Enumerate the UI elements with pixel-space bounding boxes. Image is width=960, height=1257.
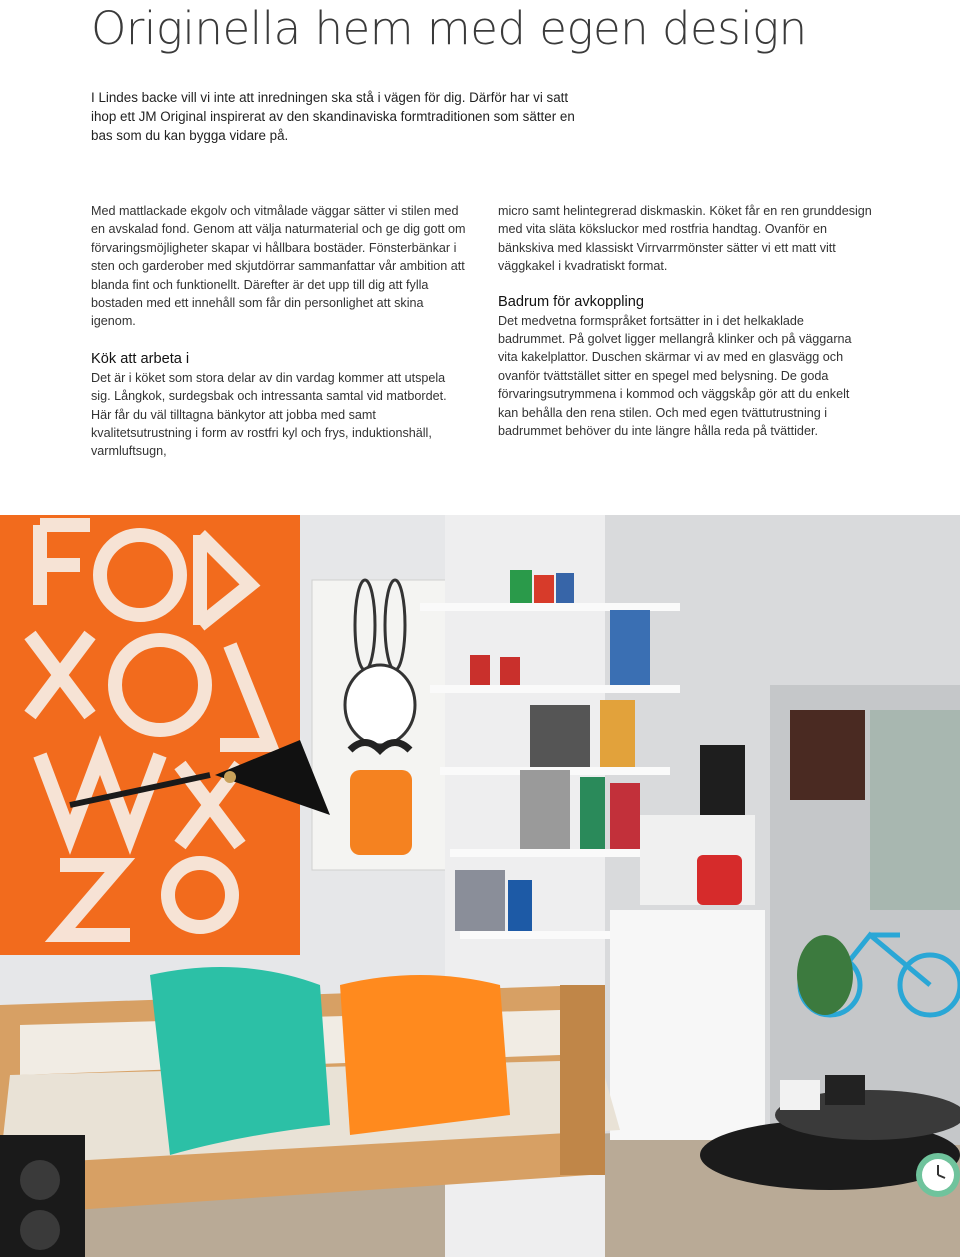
clock-icon [916,1153,960,1197]
right-paragraph: micro samt helintegrerad diskmaskin. Köket får en ren grunddesign med vita släta köksluckor med rostfria handtag. Ovanför en bänkskiva med klassiskt Virrvarrmönster sätter vi ett matt vitt väggkakel i kvadratiskt format. [498,204,872,274]
left-column [91,202,466,461]
rabbit-artwork [312,580,447,870]
camera-icon [0,1135,85,1257]
right-column [498,202,873,440]
bathroom-heading: Badrum för avkoppling [498,293,645,310]
sofa [0,967,620,1215]
kitchen-heading: Kök att arbeta i [91,350,190,367]
kitchen-text: Det är i köket som stora delar av din vardag kommer att utspela sig. Långkok, surdegsbak och intressanta samtal vid matbordet. Här får du väl tilltagna bänkytor att jobba med samt kvalitetsutrustning i form av rostfri kyl och frys, induktionshäll, varmluftsugn, [91,370,447,459]
page-title: Originella hem med egen design [91,2,807,55]
intro-paragraph: I Lindes backe vill vi inte att inredningen ska stå i vägen för dig. Därför har vi satt ihop ett JM Original inspirerat av den skandinaviska formtraditionen som sätter en bas som du kan bygga vidare på. [91,90,575,143]
interior-photo [0,515,960,1257]
bathroom-text: Det medvetna formspråket fortsätter in i det helkaklade badrummet. På golvet ligger mellangrå klinker och på väggarna vita kakelplattor. Duschen skärmar vi av med en glasvägg och ovanför tvättstället sitter en spegel med belysning. De goda förvaringsutrymmena i kommod och väggskåp gör att du enkelt kan behålla den rena stilen. Och med egen tvättutrustning i badrummet behöver du inte längre hålla reda på tvättider. [498,313,852,439]
typography-poster [0,515,300,955]
left-paragraph: Med mattlackade ekgolv och vitmålade väggar sätter vi stilen med en avskalad fond. Genom att välja naturmaterial och ge dig gott om förvaringsmöjligheter skapar vi hållbara bostäder. Fönsterbänkar i sten och garderober med skjutdörrar sammanfattar vår ambition att blanda fint och funktionellt. Därefter är det upp till dig att fylla bostaden med ett innehåll som får din personlighet att skina igenom. [91,204,466,329]
